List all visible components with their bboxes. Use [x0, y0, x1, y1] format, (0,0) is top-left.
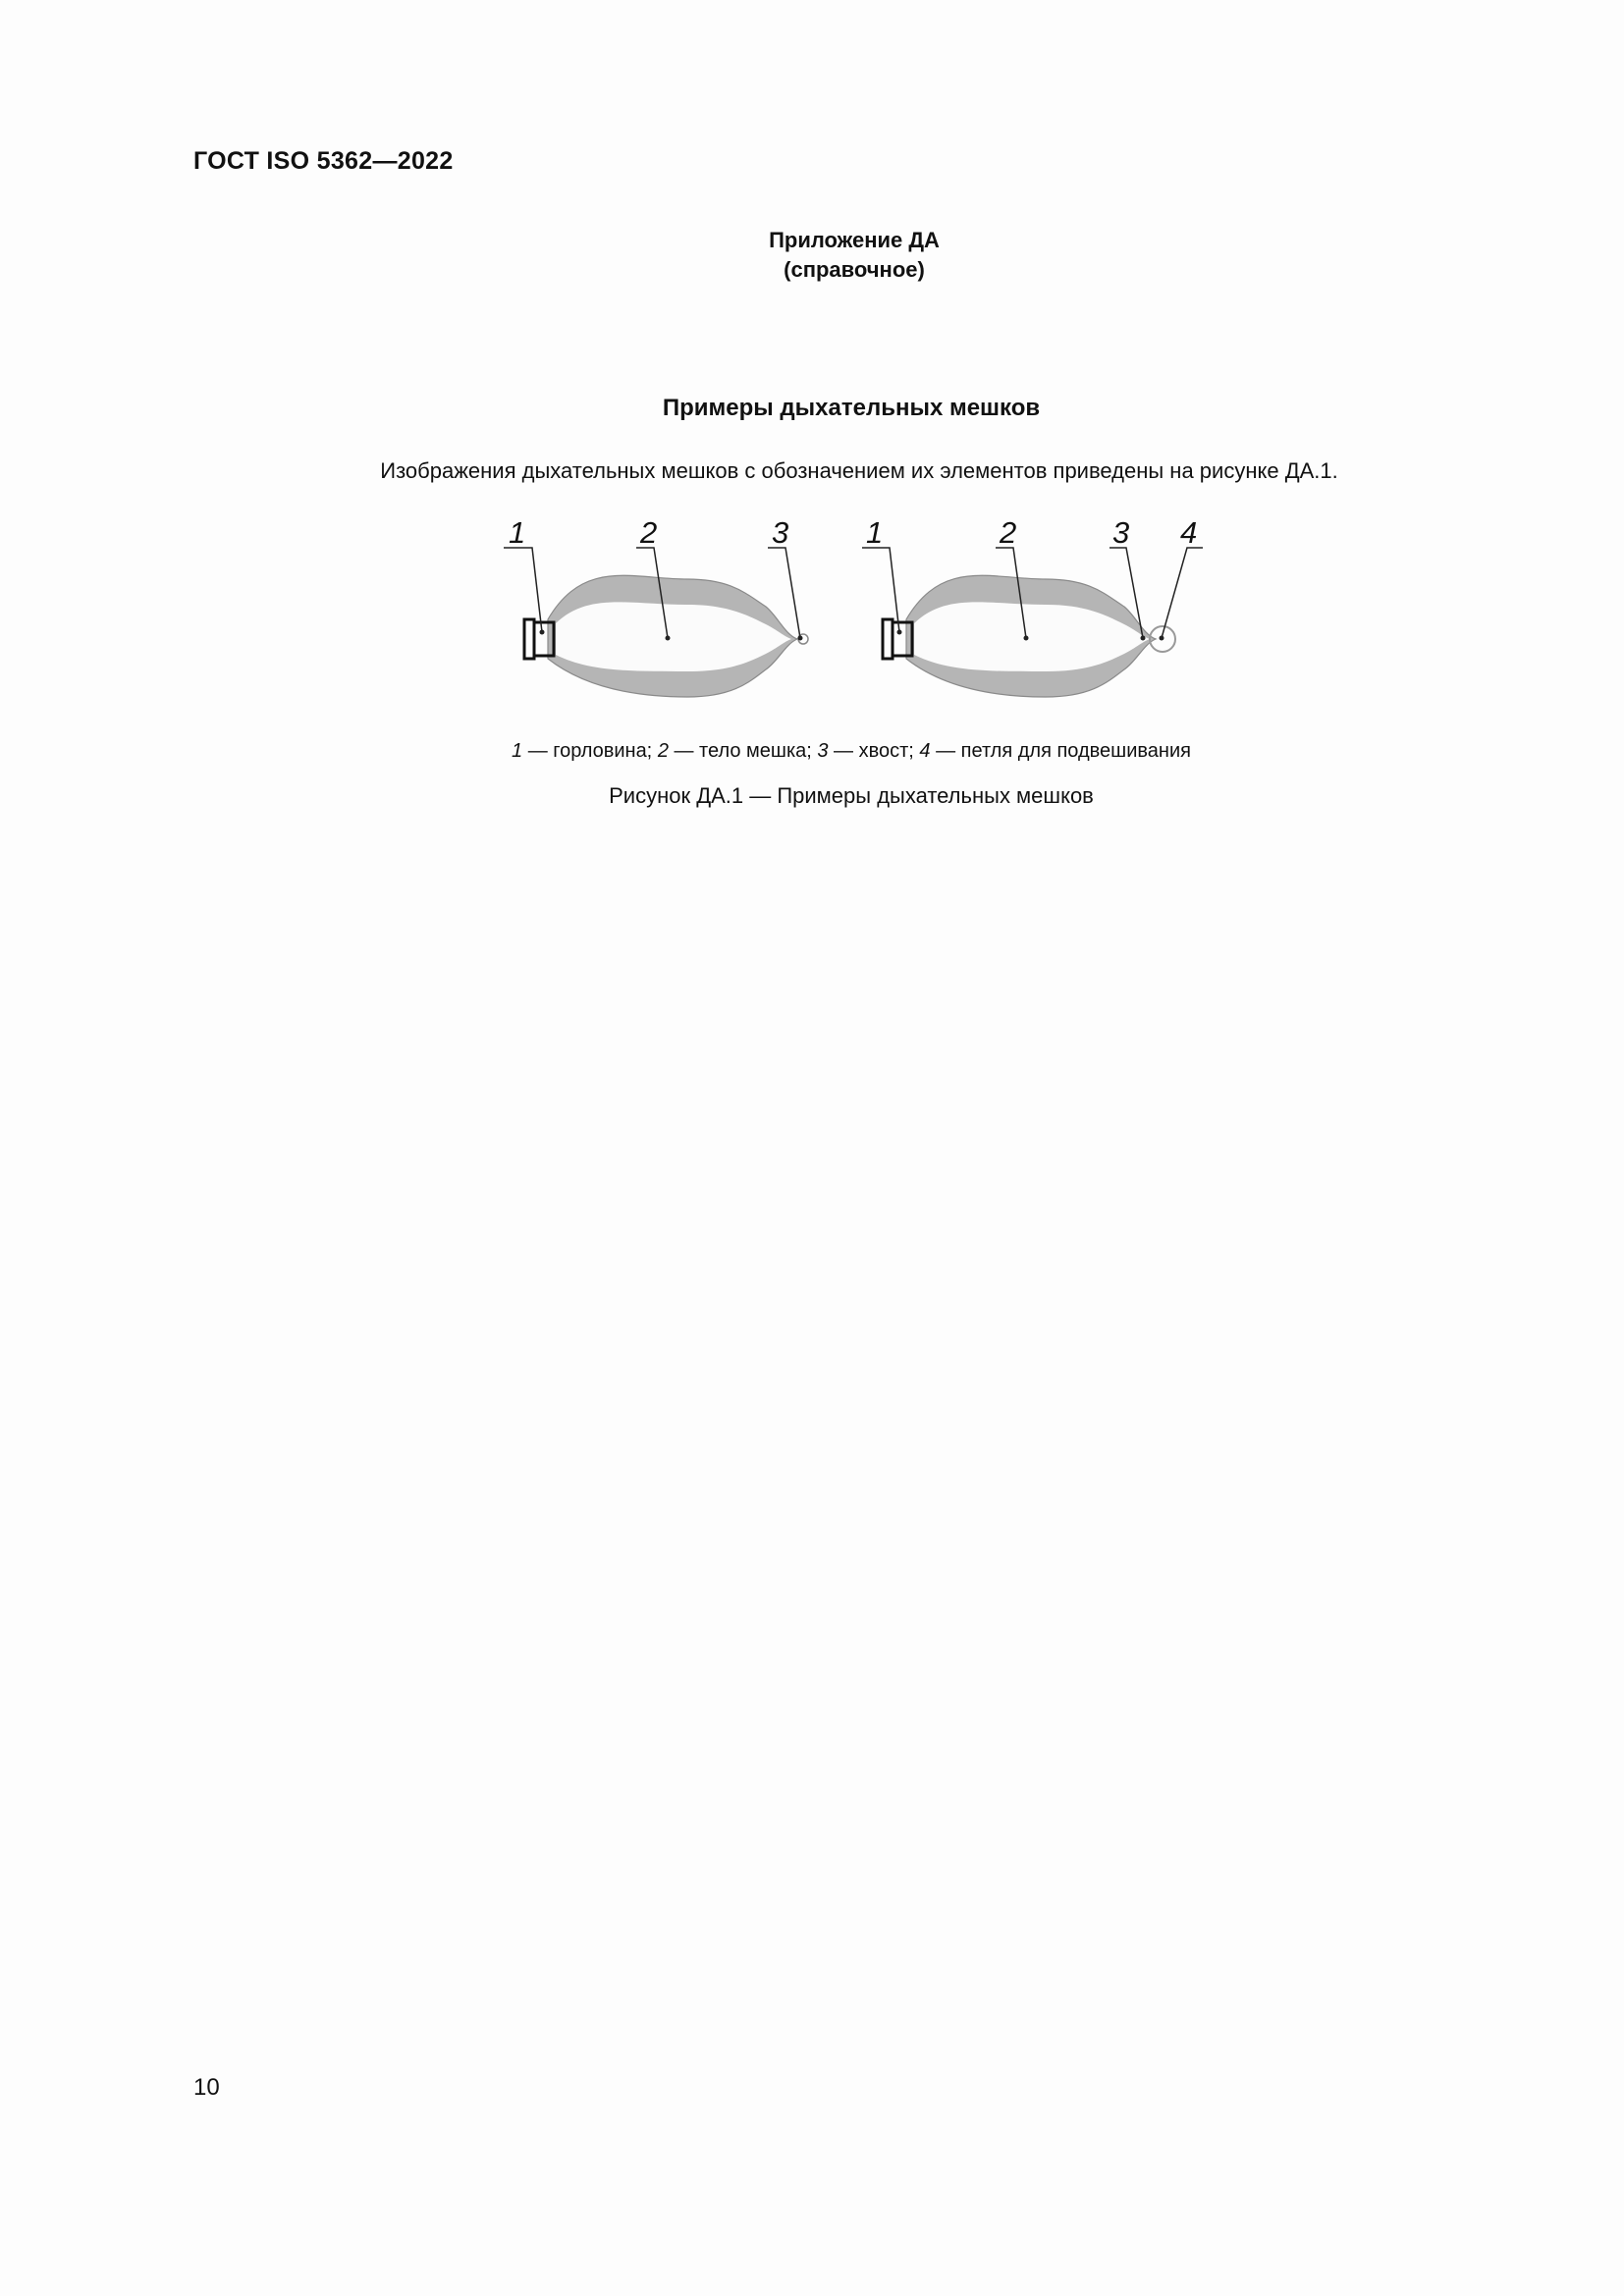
leader-dot	[1141, 636, 1146, 641]
legend-text: — тело мешка;	[668, 740, 818, 762]
leader-dot	[798, 636, 803, 641]
legend-text: — горловина;	[522, 740, 658, 762]
leader-dot	[540, 630, 545, 635]
leader-dot	[897, 630, 902, 635]
breathing-bags-figure	[481, 501, 1227, 717]
leader-dot	[666, 636, 671, 641]
leader-dot	[1024, 636, 1029, 641]
figure-caption: Рисунок ДА.1 — Примеры дыхательных мешков	[609, 783, 1094, 808]
breathing-bags-drawing	[481, 501, 1227, 717]
callout-label: 4	[1180, 515, 1198, 550]
leader-dot	[1160, 636, 1164, 641]
document-code: ГОСТ ISO 5362—2022	[193, 147, 454, 175]
callout-label: 2	[640, 515, 658, 550]
legend-number: 4	[919, 740, 931, 762]
annex-subtitle: (справочное)	[784, 257, 925, 282]
breathing-bag-right	[862, 515, 1203, 697]
section-title: Примеры дыхательных мешков	[662, 395, 1041, 421]
breathing-bag-left	[504, 515, 808, 697]
legend-number: 2	[657, 740, 669, 762]
legend-text: — хвост;	[828, 740, 920, 762]
legend-text: — петля для подвешивания	[930, 740, 1191, 762]
intro-paragraph: Изображения дыхательных мешков с обозначением их элементов приведены на рисунке ДА.1.	[380, 458, 1338, 483]
figure-legend	[373, 740, 1329, 763]
callout-label: 3	[1112, 515, 1130, 550]
legend-number: 3	[817, 740, 829, 762]
legend-number: 1	[512, 740, 523, 762]
callout-label: 3	[772, 515, 789, 550]
annex-title: Приложение ДА	[769, 228, 940, 252]
callout-label: 2	[1000, 515, 1017, 550]
callout-label: 1	[509, 515, 526, 550]
callout-label: 1	[866, 515, 884, 550]
page-number: 10	[193, 2074, 220, 2101]
leader-line	[1162, 548, 1203, 638]
annex-heading	[609, 226, 1100, 285]
